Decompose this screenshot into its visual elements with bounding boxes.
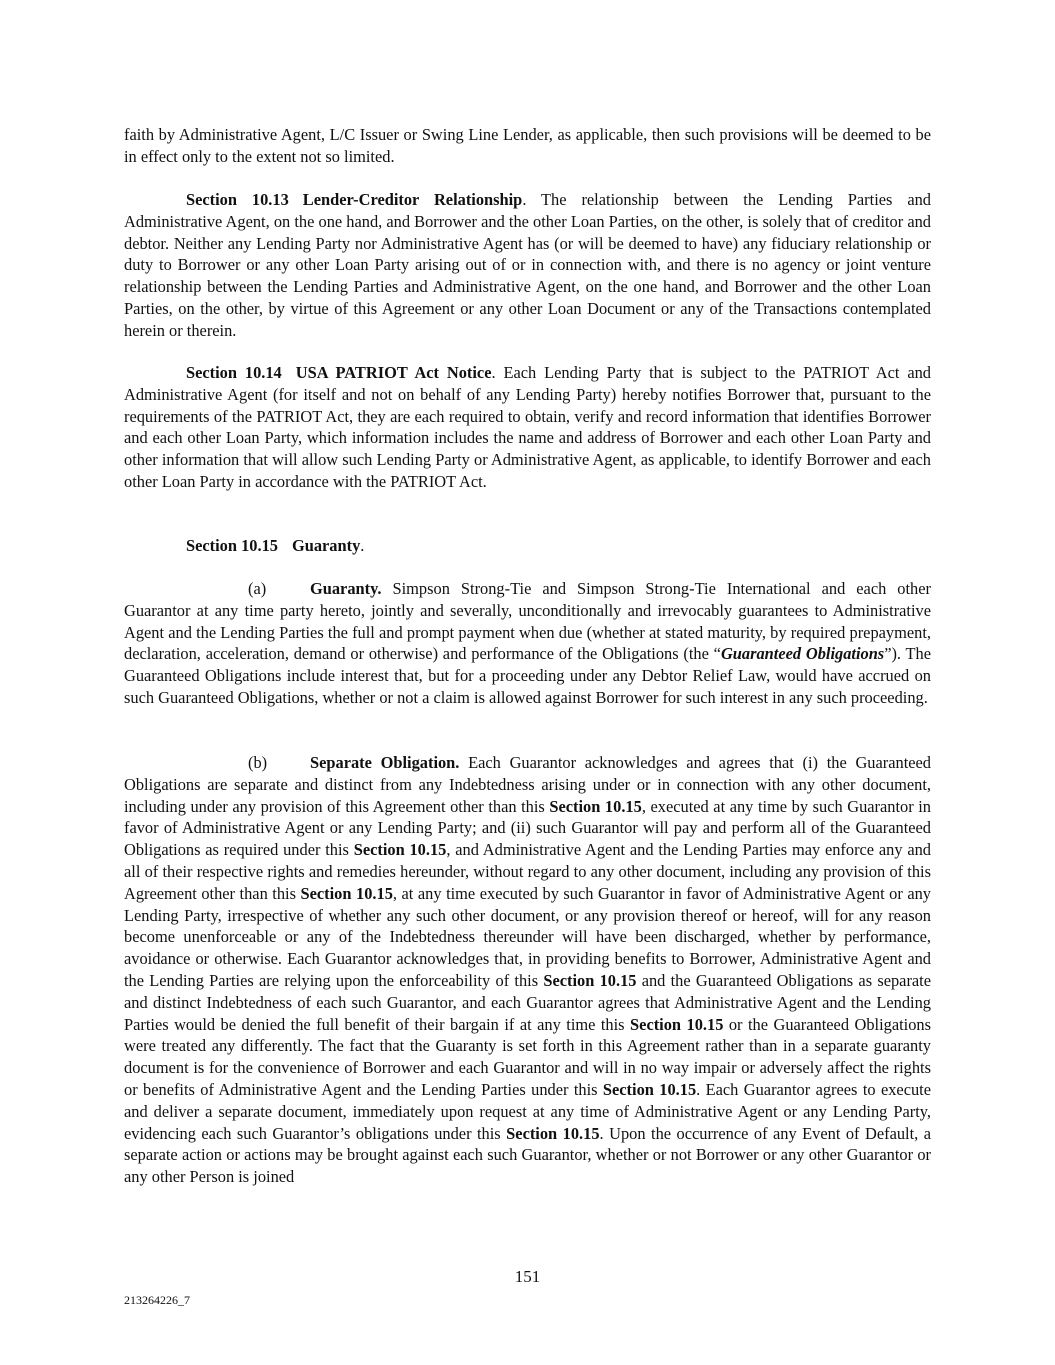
subsection-body: Each Guarantor acknowledges and agrees that (i) the Guaranteed Obligations are separate and distinct from any Indebtedness arising under or in connection with any other document, including under any provision of this Agreement other than this [124,753,931,816]
section-reference: Section 10.15 [353,840,447,860]
section-reference: Section 10.15 [602,1079,697,1099]
subsection-label: (b) [248,753,268,772]
subsection-title: Separate Obligation. [310,753,460,772]
section-10-14-paragraph [124,362,931,493]
section-period: . [360,536,365,555]
section-title: Guaranty [291,536,361,555]
section-reference: Section 10.15 [300,883,393,903]
subsection-a-paragraph [124,578,931,709]
subsection-body: . Upon the occurrence of any Event of Default, a separate action or actions may be brought against each such Guarantor, whether or not Borrower or any other Guarantor or any other Person is joined [124,1123,931,1187]
section-reference: Section 10.15 [506,1123,600,1143]
section-reference: Section 10.15 [630,1014,724,1034]
section-number: Section 10.15 [186,536,278,555]
section-number: Section 10.14 [186,363,282,382]
section-reference: Section 10.15 [549,796,642,816]
page-number: 151 [514,1267,541,1286]
subsection-b-paragraph [124,752,931,1188]
subsection-body: , at any time executed by such Guarantor in favor of Administrative Agent or any Lending Party, irrespective of whether any such other document, or any provision thereof or hereof, will for any reason become unenforceable or any of the Indebtedness thereunder will have been discharged, whether by performance, avoidance or otherwise. Each Guarantor acknowledges that, in providing benefits to Borrower, Administrative Agent and the Lending Parties are relying upon the enforceability of this [124,883,931,990]
section-body: . The relationship between the Lending Parties and Administrative Agent, on the one hand, and Borrower and the other Loan Parties, on the other, is solely that of creditor and debtor. Neither any Lending Party nor Administrative Agent has (or will be deemed to have) any fiduciary relationship or duty to Borrower or any other Loan Party arising out of or in connection with, and there is no agency or joint venture relationship between the Lending Parties and Administrative Agent, on the one hand, and Borrower and the other Loan Parties, on the other, by virtue of this Agreement or any other Loan Document or any of the Transactions contemplated herein or therein. [124,190,931,340]
subsection-label: (a) [248,579,267,598]
paragraph-text: faith by Administrative Agent, L/C Issuer or Swing Line Lender, as applicable, then such provisions will be deemed to be in effect only to the extent not so limited. [124,125,931,166]
defined-term: Guaranteed Obligations [720,644,885,664]
subsection-title: Guaranty. [310,579,382,598]
section-title: USA PATRIOT Act Notice [295,363,492,382]
section-title: Lender-Creditor Relationship [302,190,523,209]
subsection-body: . Each Guarantor agrees to execute and deliver a separate document, immediately upon request at any time of Administrative Agent or any Lending Party, evidencing each such Guarantor’s obligations under this [124,1079,931,1143]
section-reference: Section 10.15 [543,970,637,990]
subsection-body: , executed at any time by such Guarantor in favor of Administrative Agent or any Lending Party; and (ii) such Guarantor will pay and perform all of the Guaranteed Obligations as required under this [124,796,932,860]
subsection-body: Simpson Strong-Tie and Simpson Strong-Tie International and each other Guarantor at any time party hereto, jointly and severally, unconditionally and irrevocably guarantees to Administrative Agent and the Lending Parties the full and prompt payment when due (whether at stated maturity, by required prepayment, declaration, acceleration, demand or otherwise) and performance of the Obligations (the “ [124,579,931,664]
subsection-body: , and Administrative Agent and the Lending Parties may enforce any and all of their respective rights and remedies hereunder, without regard to any other document, including any provision of this Agreement other than this [124,840,931,903]
section-number: Section 10.13 [186,190,289,209]
section-10-15-heading [124,535,931,557]
section-body: . Each Lending Party that is subject to the PATRIOT Act and Administrative Agent (for itself and not on behalf of any Lending Party) hereby notifies Borrower that, pursuant to the requirements of the PATRIOT Act, they are each required to obtain, verify and record information that identifies Borrower and each other Loan Party, which information includes the name and address of Borrower and each other Loan Party and other information that will allow such Lending Party or Administrative Agent, as applicable, to identify Borrower and each other Loan Party in accordance with the PATRIOT Act. [124,363,931,491]
section-10-13-paragraph [124,189,931,342]
continuation-paragraph [124,124,931,168]
subsection-body: or the Guaranteed Obligations were treated any differently. The fact that the Guaranty is set forth in this Agreement rather than in a separate guaranty document is for the convenience of Borrower and each Guarantor and will in no way impair or adversely affect the rights or benefits of Administrative Agent and the Lending Parties under this [124,1014,931,1099]
document-id: 213264226_7 [124,1293,190,1307]
subsection-body: ”). The Guaranteed Obligations include interest that, but for a proceeding under any Debtor Relief Law, would have accrued on such Guaranteed Obligations, whether or not a claim is allowed against Borrower for such interest in any such proceeding. [124,644,932,707]
subsection-body: and the Guaranteed Obligations as separate and distinct Indebtedness of each such Guarantor, and each Guarantor agrees that Administrative Agent and the Lending Parties would be denied the full benefit of their bargain if at any time this [124,970,932,1034]
